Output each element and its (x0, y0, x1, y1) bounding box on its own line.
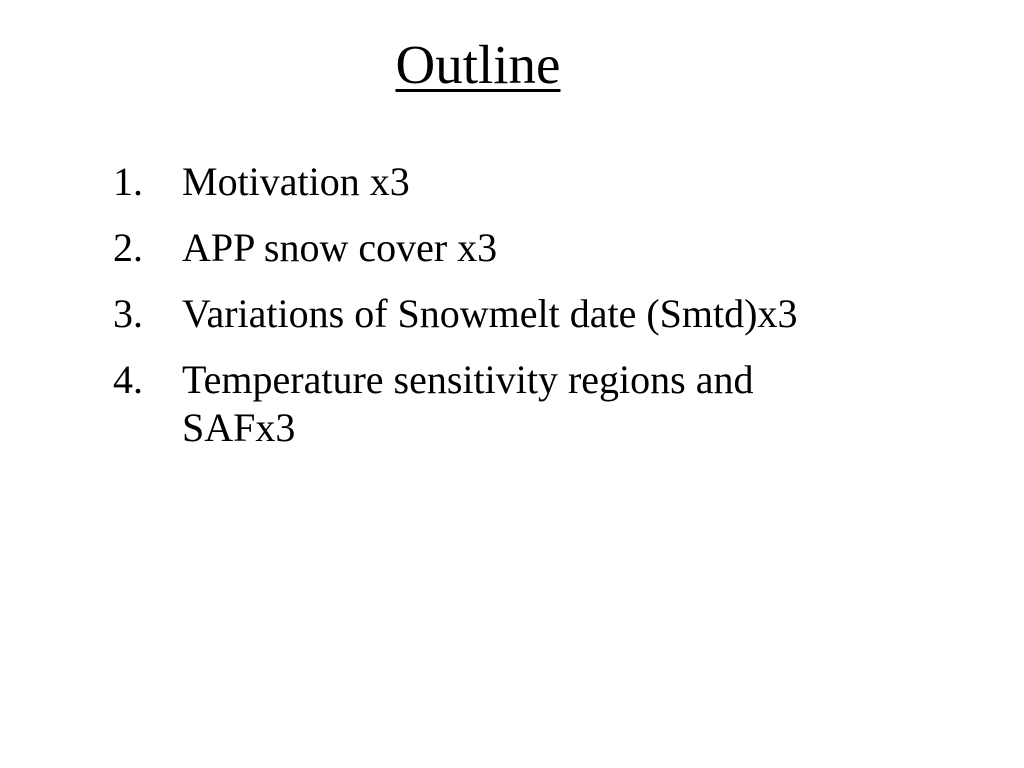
list-item-text: Motivation x3 (182, 159, 410, 204)
list-item-text: Temperature sensitivity regions and SAFx3 (182, 357, 754, 450)
list-item-number: 4. (113, 357, 143, 402)
slide-title (0, 26, 956, 104)
slide-title-text: Outline (395, 34, 561, 95)
list-item-number: 2. (113, 225, 143, 270)
list-item (0, 290, 862, 338)
list-item-number: 3. (113, 291, 143, 336)
outline-list (0, 158, 1024, 470)
list-item (0, 158, 862, 206)
list-item (0, 356, 862, 452)
list-item-number: 1. (113, 159, 143, 204)
list-item (0, 224, 862, 272)
list-item-text: Variations of Snowmelt date (Smtd)x3 (182, 291, 798, 336)
list-item-text: APP snow cover x3 (182, 225, 498, 270)
